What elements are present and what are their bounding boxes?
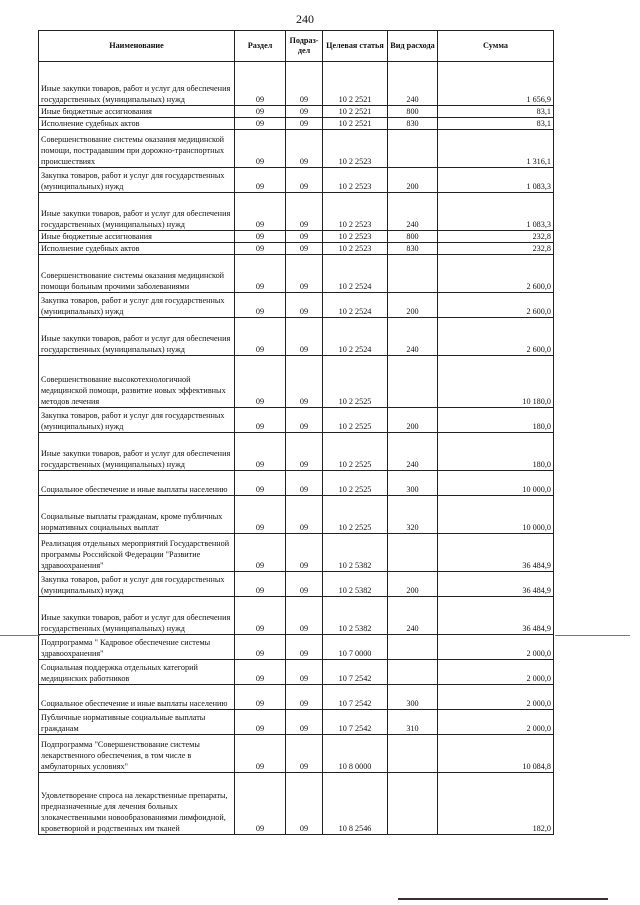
row-sum: 36 484,9 [438, 534, 554, 572]
row-kind [388, 255, 438, 293]
budget-table [38, 30, 554, 835]
row-subsection: 09 [286, 773, 323, 835]
row-sum: 232,8 [438, 243, 554, 255]
row-sum: 36 484,9 [438, 572, 554, 597]
row-kind: 830 [388, 243, 438, 255]
table-row [39, 356, 554, 408]
row-subsection: 09 [286, 735, 323, 773]
row-subsection: 09 [286, 471, 323, 496]
row-section: 09 [235, 255, 286, 293]
row-subsection: 09 [286, 408, 323, 433]
scan-artifact-line [398, 898, 608, 900]
table-row [39, 118, 554, 130]
row-sum: 10 000,0 [438, 471, 554, 496]
row-kind [388, 534, 438, 572]
row-kind [388, 735, 438, 773]
row-section: 09 [235, 635, 286, 660]
row-name: Иные бюджетные ассигнования [39, 106, 235, 118]
row-subsection: 09 [286, 231, 323, 243]
row-target: 10 2 2523 [323, 243, 388, 255]
row-name: Совершенствование высокотехнологичной медицинской помощи, развитие новых эффективных методов лечения [39, 356, 235, 408]
row-section: 09 [235, 471, 286, 496]
row-section: 09 [235, 433, 286, 471]
row-kind: 300 [388, 685, 438, 710]
table-row [39, 255, 554, 293]
row-sum: 83,1 [438, 106, 554, 118]
row-name: Совершенствование системы оказания медицинской помощи, пострадавшим при дорожно-транспортных происшествиях [39, 130, 235, 168]
table-row [39, 534, 554, 572]
row-section: 09 [235, 193, 286, 231]
header-section: Раздел [235, 31, 286, 62]
row-subsection: 09 [286, 293, 323, 318]
table-row [39, 710, 554, 735]
row-sum: 2 000,0 [438, 685, 554, 710]
row-name: Подпрограмма "Совершенствование системы лекарственного обеспечения, в том числе в амбулаторных условиях" [39, 735, 235, 773]
row-kind: 240 [388, 193, 438, 231]
table-row [39, 635, 554, 660]
table-row [39, 293, 554, 318]
header-sum: Сумма [438, 31, 554, 62]
row-section: 09 [235, 408, 286, 433]
row-name: Социальное обеспечение и иные выплаты населению [39, 685, 235, 710]
row-kind [388, 130, 438, 168]
header-target: Целевая статья [323, 31, 388, 62]
row-section: 09 [235, 318, 286, 356]
row-name: Иные бюджетные ассигнования [39, 231, 235, 243]
row-section: 09 [235, 773, 286, 835]
row-name: Иные закупки товаров, работ и услуг для обеспечения государственных (муниципальных) нужд [39, 62, 235, 106]
row-target: 10 2 2524 [323, 293, 388, 318]
row-name: Социальная поддержка отдельных категорий медицинских работников [39, 660, 235, 685]
row-name: Иные закупки товаров, работ и услуг для обеспечения государственных (муниципальных) нужд [39, 433, 235, 471]
table-row [39, 243, 554, 255]
row-kind: 830 [388, 118, 438, 130]
row-sum: 182,0 [438, 773, 554, 835]
row-section: 09 [235, 118, 286, 130]
table-row [39, 660, 554, 685]
row-section: 09 [235, 106, 286, 118]
scan-artifact-line [555, 635, 630, 636]
row-target: 10 7 2542 [323, 710, 388, 735]
row-kind: 310 [388, 710, 438, 735]
row-subsection: 09 [286, 118, 323, 130]
row-target: 10 2 2523 [323, 193, 388, 231]
row-target: 10 7 2542 [323, 685, 388, 710]
table-row [39, 471, 554, 496]
row-section: 09 [235, 660, 286, 685]
row-sum: 2 000,0 [438, 710, 554, 735]
row-name: Социальное обеспечение и иные выплаты населению [39, 471, 235, 496]
row-target: 10 2 2525 [323, 433, 388, 471]
row-sum: 2 600,0 [438, 255, 554, 293]
row-sum: 36 484,9 [438, 597, 554, 635]
row-subsection: 09 [286, 62, 323, 106]
row-section: 09 [235, 572, 286, 597]
row-section: 09 [235, 735, 286, 773]
row-target: 10 8 2546 [323, 773, 388, 835]
row-section: 09 [235, 130, 286, 168]
row-name: Социальные выплаты гражданам, кроме публичных нормативных социальных выплат [39, 496, 235, 534]
row-subsection: 09 [286, 685, 323, 710]
table-row [39, 106, 554, 118]
row-subsection: 09 [286, 106, 323, 118]
row-kind: 240 [388, 62, 438, 106]
row-subsection: 09 [286, 130, 323, 168]
row-section: 09 [235, 243, 286, 255]
row-kind: 800 [388, 106, 438, 118]
table-row [39, 193, 554, 231]
row-subsection: 09 [286, 356, 323, 408]
row-section: 09 [235, 293, 286, 318]
scan-artifact-line [0, 635, 40, 636]
row-name: Публичные нормативные социальные выплаты гражданам [39, 710, 235, 735]
table-row [39, 496, 554, 534]
row-subsection: 09 [286, 534, 323, 572]
row-sum: 10 180,0 [438, 356, 554, 408]
row-subsection: 09 [286, 635, 323, 660]
row-section: 09 [235, 496, 286, 534]
row-section: 09 [235, 685, 286, 710]
row-kind: 240 [388, 318, 438, 356]
row-kind: 800 [388, 231, 438, 243]
row-target: 10 8 0000 [323, 735, 388, 773]
row-target: 10 2 2523 [323, 168, 388, 193]
row-kind: 320 [388, 496, 438, 534]
row-sum: 232,8 [438, 231, 554, 243]
table-row [39, 408, 554, 433]
row-sum: 83,1 [438, 118, 554, 130]
table-row [39, 231, 554, 243]
row-name: Иные закупки товаров, работ и услуг для обеспечения государственных (муниципальных) нужд [39, 193, 235, 231]
row-subsection: 09 [286, 193, 323, 231]
row-sum: 10 000,0 [438, 496, 554, 534]
row-target: 10 2 2521 [323, 118, 388, 130]
row-subsection: 09 [286, 168, 323, 193]
row-sum: 180,0 [438, 433, 554, 471]
row-name: Закупка товаров, работ и услуг для государственных (муниципальных) нужд [39, 572, 235, 597]
row-section: 09 [235, 356, 286, 408]
row-kind [388, 660, 438, 685]
row-kind [388, 635, 438, 660]
row-name: Иные закупки товаров, работ и услуг для обеспечения государственных (муниципальных) нужд [39, 597, 235, 635]
row-sum: 1 083,3 [438, 193, 554, 231]
row-sum: 2 600,0 [438, 293, 554, 318]
row-target: 10 2 5382 [323, 572, 388, 597]
row-subsection: 09 [286, 660, 323, 685]
row-sum: 2 000,0 [438, 660, 554, 685]
row-sum: 180,0 [438, 408, 554, 433]
row-kind: 240 [388, 433, 438, 471]
row-section: 09 [235, 231, 286, 243]
row-kind: 200 [388, 408, 438, 433]
row-target: 10 2 2521 [323, 106, 388, 118]
row-target: 10 2 5382 [323, 597, 388, 635]
row-kind: 200 [388, 168, 438, 193]
table-header-row [39, 31, 554, 62]
header-subsection: Подраз-дел [286, 31, 323, 62]
row-subsection: 09 [286, 572, 323, 597]
table-row [39, 735, 554, 773]
row-target: 10 2 2523 [323, 130, 388, 168]
row-name: Подпрограмма " Кадровое обеспечение системы здравоохранения" [39, 635, 235, 660]
table-row [39, 572, 554, 597]
row-subsection: 09 [286, 496, 323, 534]
row-subsection: 09 [286, 433, 323, 471]
table-row [39, 318, 554, 356]
row-section: 09 [235, 710, 286, 735]
row-target: 10 7 2542 [323, 660, 388, 685]
table-row [39, 597, 554, 635]
row-kind: 240 [388, 597, 438, 635]
row-sum: 1 656,9 [438, 62, 554, 106]
row-kind [388, 356, 438, 408]
table-row [39, 685, 554, 710]
page-number: 240 [296, 12, 314, 26]
row-name: Закупка товаров, работ и услуг для государственных (муниципальных) нужд [39, 168, 235, 193]
row-name: Реализация отдельных мероприятий Государственной программы Российской Федерации "Развитие здравоохранения" [39, 534, 235, 572]
row-sum: 2 000,0 [438, 635, 554, 660]
row-target: 10 2 2525 [323, 408, 388, 433]
row-sum: 1 316,1 [438, 130, 554, 168]
table-row [39, 433, 554, 471]
row-kind: 300 [388, 471, 438, 496]
row-target: 10 7 0000 [323, 635, 388, 660]
row-section: 09 [235, 62, 286, 106]
row-target: 10 2 2525 [323, 356, 388, 408]
row-section: 09 [235, 168, 286, 193]
row-name: Совершенствование системы оказания медицинской помощи больным прочими заболеваниями [39, 255, 235, 293]
row-sum: 2 600,0 [438, 318, 554, 356]
row-subsection: 09 [286, 318, 323, 356]
row-name: Закупка товаров, работ и услуг для государственных (муниципальных) нужд [39, 408, 235, 433]
row-name: Удовлетворение спроса на лекарственные препараты, предназначенные для лечения больных злокачественными новообразованиями лимфоидной, кроветворной и родственных им тканей [39, 773, 235, 835]
row-subsection: 09 [286, 255, 323, 293]
table-row [39, 773, 554, 835]
row-sum: 1 083,3 [438, 168, 554, 193]
row-name: Исполнение судебных актов [39, 243, 235, 255]
table-row [39, 62, 554, 106]
row-section: 09 [235, 597, 286, 635]
row-target: 10 2 2524 [323, 255, 388, 293]
row-name: Иные закупки товаров, работ и услуг для обеспечения государственных (муниципальных) нужд [39, 318, 235, 356]
row-kind: 200 [388, 293, 438, 318]
row-target: 10 2 2524 [323, 318, 388, 356]
row-target: 10 2 2525 [323, 471, 388, 496]
row-subsection: 09 [286, 597, 323, 635]
row-subsection: 09 [286, 710, 323, 735]
row-target: 10 2 5382 [323, 534, 388, 572]
header-kind: Вид расхода [388, 31, 438, 62]
row-name: Исполнение судебных актов [39, 118, 235, 130]
row-sum: 10 084,8 [438, 735, 554, 773]
table-row [39, 130, 554, 168]
row-name: Закупка товаров, работ и услуг для государственных (муниципальных) нужд [39, 293, 235, 318]
row-section: 09 [235, 534, 286, 572]
row-kind [388, 773, 438, 835]
row-target: 10 2 2523 [323, 231, 388, 243]
row-kind: 200 [388, 572, 438, 597]
row-target: 10 2 2525 [323, 496, 388, 534]
table-row [39, 168, 554, 193]
row-target: 10 2 2521 [323, 62, 388, 106]
header-name: Наименование [39, 31, 235, 62]
row-subsection: 09 [286, 243, 323, 255]
